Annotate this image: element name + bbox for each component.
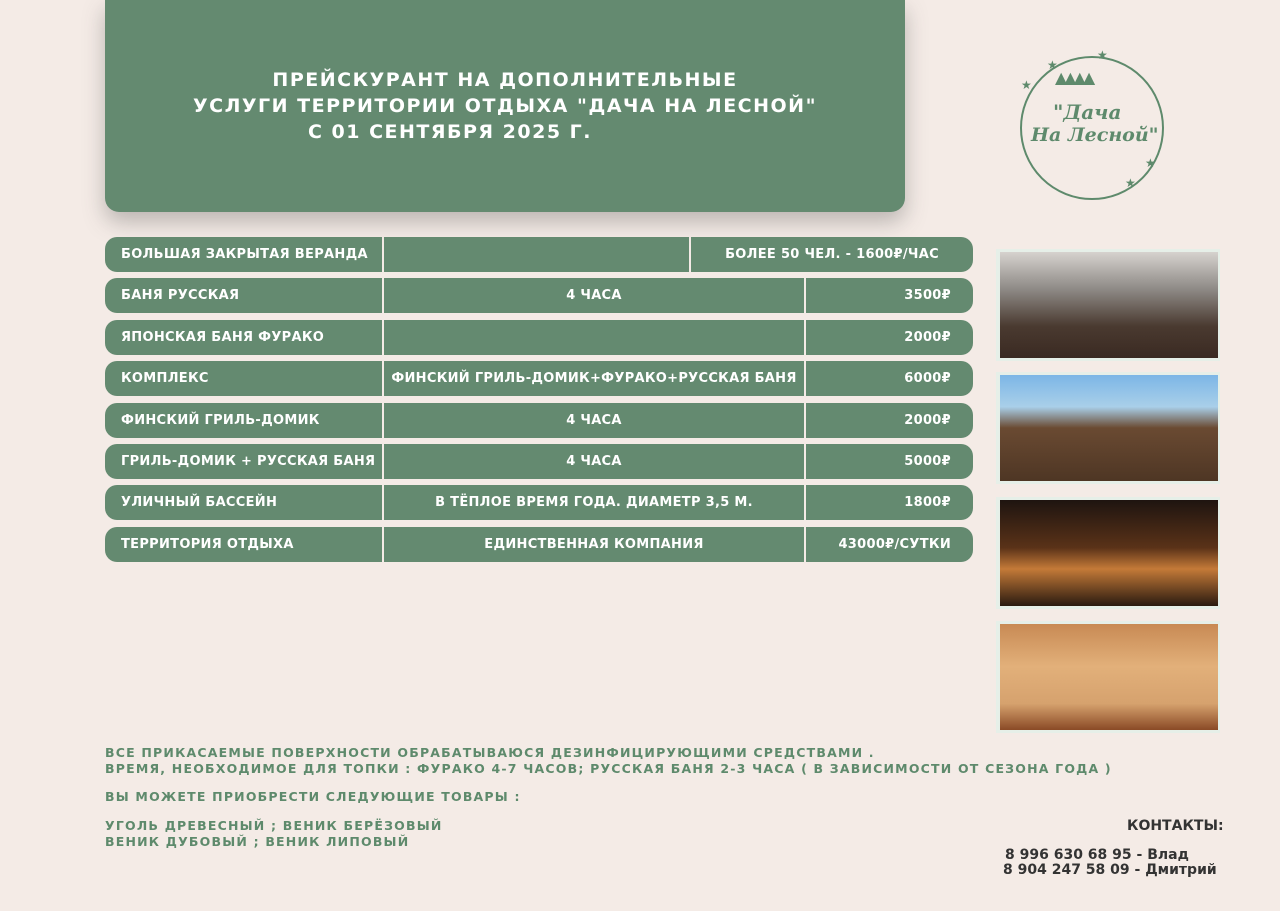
photo-grill-house-interior	[996, 621, 1220, 733]
service-detail: В ТЁПЛОЕ ВРЕМЯ ГОДА. ДИАМЕТР 3,5 М.	[384, 485, 804, 520]
service-price: 1800₽	[806, 485, 973, 520]
price-table	[105, 237, 973, 568]
service-name: ФИНСКИЙ ГРИЛЬ-ДОМИК	[105, 403, 382, 438]
service-name: БАНЯ РУССКАЯ	[105, 278, 382, 313]
service-detail	[384, 237, 689, 272]
photo-log-sauna	[996, 372, 1220, 484]
table-row	[105, 278, 973, 313]
contact-phone-1[interactable]: 8 996 630 68 95 - Влад	[1005, 847, 1189, 863]
title-line-2: УСЛУГИ ТЕРРИТОРИИ ОТДЫХА "ДАЧА НА ЛЕСНОЙ"	[193, 95, 817, 117]
service-detail: 4 ЧАСА	[384, 403, 804, 438]
service-name: ТЕРРИТОРИЯ ОТДЫХА	[105, 527, 382, 562]
title-line-1: ПРЕЙСКУРАНТ НА ДОПОЛНИТЕЛЬНЫЕ	[272, 69, 738, 91]
goods-title: ВЫ МОЖЕТЕ ПРИОБРЕСТИ СЛЕДУЮЩИЕ ТОВАРЫ :	[105, 789, 521, 804]
star-icon: ★	[1097, 48, 1108, 62]
service-price: 5000₽	[806, 444, 973, 479]
table-row	[105, 320, 973, 355]
service-price: 43000₽/СУТКИ	[806, 527, 973, 562]
service-detail: ЕДИНСТВЕННАЯ КОМПАНИЯ	[384, 527, 804, 562]
table-row	[105, 485, 973, 520]
table-row	[105, 527, 973, 562]
note-heating-time: ВРЕМЯ, НЕОБХОДИМОЕ ДЛЯ ТОПКИ : ФУРАКО 4-7 ЧАСОВ; РУССКАЯ БАНЯ 2-3 ЧАСА ( В ЗАВИСИМОСТИ ОТ СЕЗОНА ГОДА )	[105, 761, 1112, 776]
photo-grill-house-night	[996, 497, 1220, 609]
star-icon: ★	[1021, 78, 1032, 92]
service-name: БОЛЬШАЯ ЗАКРЫТАЯ ВЕРАНДА	[105, 237, 382, 272]
service-name: ГРИЛЬ-ДОМИК + РУССКАЯ БАНЯ	[105, 444, 382, 479]
goods-line-2: ВЕНИК ДУБОВЫЙ ; ВЕНИК ЛИПОВЫЙ	[105, 834, 410, 849]
service-detail: 4 ЧАСА	[384, 278, 804, 313]
service-detail: 4 ЧАСА	[384, 444, 804, 479]
title-line-3: С 01 СЕНТЯБРЯ 2025 Г.	[307, 121, 592, 143]
service-price: 3500₽	[806, 278, 973, 313]
service-name: УЛИЧНЫЙ БАССЕЙН	[105, 485, 382, 520]
service-detail: ФИНСКИЙ ГРИЛЬ-ДОМИК+ФУРАКО+РУССКАЯ БАНЯ	[384, 361, 804, 396]
service-name: КОМПЛЕКС	[105, 361, 382, 396]
logo-text-1: "Дача	[1053, 100, 1122, 124]
contact-phone-2[interactable]: 8 904 247 58 09 - Дмитрий	[1003, 862, 1217, 878]
service-name: ЯПОНСКАЯ БАНЯ ФУРАКО	[105, 320, 382, 355]
logo-trees-icon: ▲▲▲▲	[1055, 68, 1093, 87]
service-detail	[384, 320, 804, 355]
table-row	[105, 403, 973, 438]
star-icon: ★	[1047, 58, 1058, 72]
star-icon: ★	[1145, 156, 1156, 170]
photo-hot-tub	[996, 249, 1220, 361]
title-banner	[105, 0, 905, 212]
logo-text-2: На Лесной"	[1031, 124, 1159, 146]
note-disinfection: ВСЕ ПРИКАСАЕМЫЕ ПОВЕРХНОСТИ ОБРАБАТЫВАЮСЯ ДЕЗИНФИЦИРУЮЩИМИ СРЕДСТВАМИ .	[105, 745, 875, 760]
logo	[1015, 48, 1175, 198]
contacts-title: КОНТАКТЫ:	[1127, 818, 1224, 834]
table-row	[105, 237, 973, 272]
table-row	[105, 444, 973, 479]
service-price: БОЛЕЕ 50 ЧЕЛ. - 1600₽/ЧАС	[691, 237, 973, 272]
goods-line-1: УГОЛЬ ДРЕВЕСНЫЙ ; ВЕНИК БЕРЁЗОВЫЙ	[105, 818, 443, 833]
table-row	[105, 361, 973, 396]
service-price: 2000₽	[806, 403, 973, 438]
service-price: 2000₽	[806, 320, 973, 355]
star-icon: ★	[1125, 176, 1136, 190]
service-price: 6000₽	[806, 361, 973, 396]
